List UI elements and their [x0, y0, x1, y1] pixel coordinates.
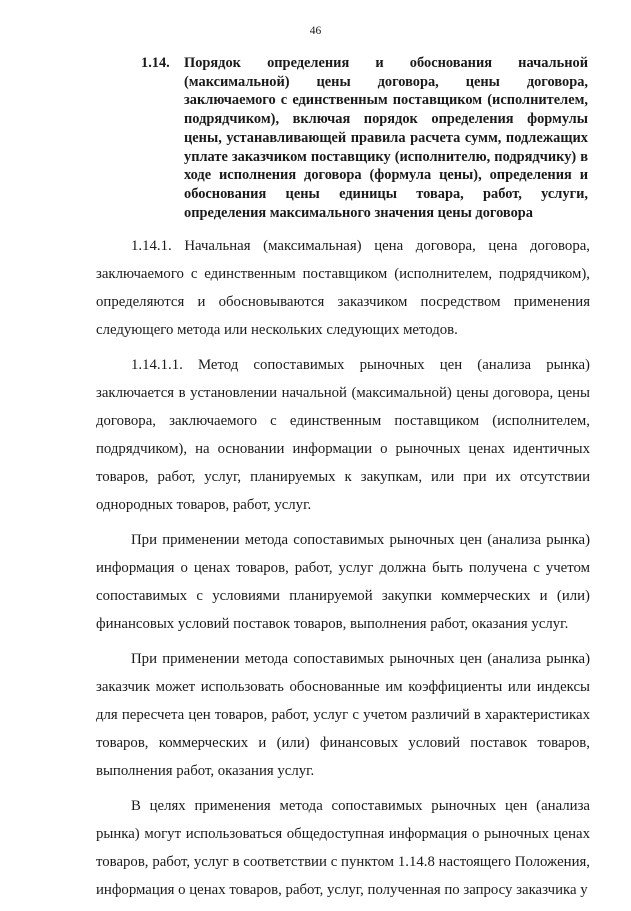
paragraph-1-14-1: 1.14.1. Начальная (максимальная) цена договора, цена договора, заключаемого с единственным поставщиком (исполнителем, подрядчиком), определяются и обосновываются заказчиком посредством применения следующего метода или нескольких следующих методов. [96, 238, 590, 338]
paragraph-coefficients: При применении метода сопоставимых рыночных цен (анализа рынка) заказчик может использовать обоснованные им коэффициенты или индексы для пересчета цен товаров, работ, услуг с учетом различий в характеристиках товаров, коммерческих и (или) финансовых условий поставок товаров, выполнения работ, оказания услуг. [96, 651, 590, 779]
body-text [96, 232, 590, 911]
paragraph-market-info: При применении метода сопоставимых рыночных цен (анализа рынка) информация о ценах товаров, работ, услуг должна быть получена с учетом сопоставимых с условиями планируемой закупки коммерческих и (или) финансовых условий поставок товаров, выполнения работ, оказания услуг. [96, 532, 590, 632]
section-title: Порядок определения и обоснования начальной (максимальной) цены договора, цены договора, заключаемого с единственным поставщиком (исполнителем, подрядчиком), включая порядок определения формулы цены, устанавливающей правила расчета сумм, подлежащих уплате заказчиком поставщику (исполнителю, подрядчику) в ходе исполнения договора (формула цены), определения и обоснования цены единицы товара, работ, услуги, определения максимального значения цены договора [184, 55, 588, 221]
section-number: 1.14. [141, 55, 170, 71]
page-number: 46 [309, 25, 322, 37]
paragraph-public-info: В целях применения метода сопоставимых рыночных цен (анализа рынка) могут использоваться общедоступная информация о рыночных ценах товаров, работ, услуг в соответствии с пунктом 1.14.8 настоящего Положения, информация о ценах товаров, работ, услуг, полученная по запросу заказчика у [96, 798, 590, 898]
section-heading [141, 54, 588, 222]
paragraph-1-14-1-1: 1.14.1.1. Метод сопоставимых рыночных цен (анализа рынка) заключается в установлении начальной (максимальной) цены договора, цены договора, заключаемого с единственным поставщиком (исполнителем, подрядчиком), на основании информации о рыночных ценах идентичных товаров, работ, услуг, планируемых к закупкам, или при их отсутствии однородных товаров, работ, услуг. [96, 357, 590, 513]
